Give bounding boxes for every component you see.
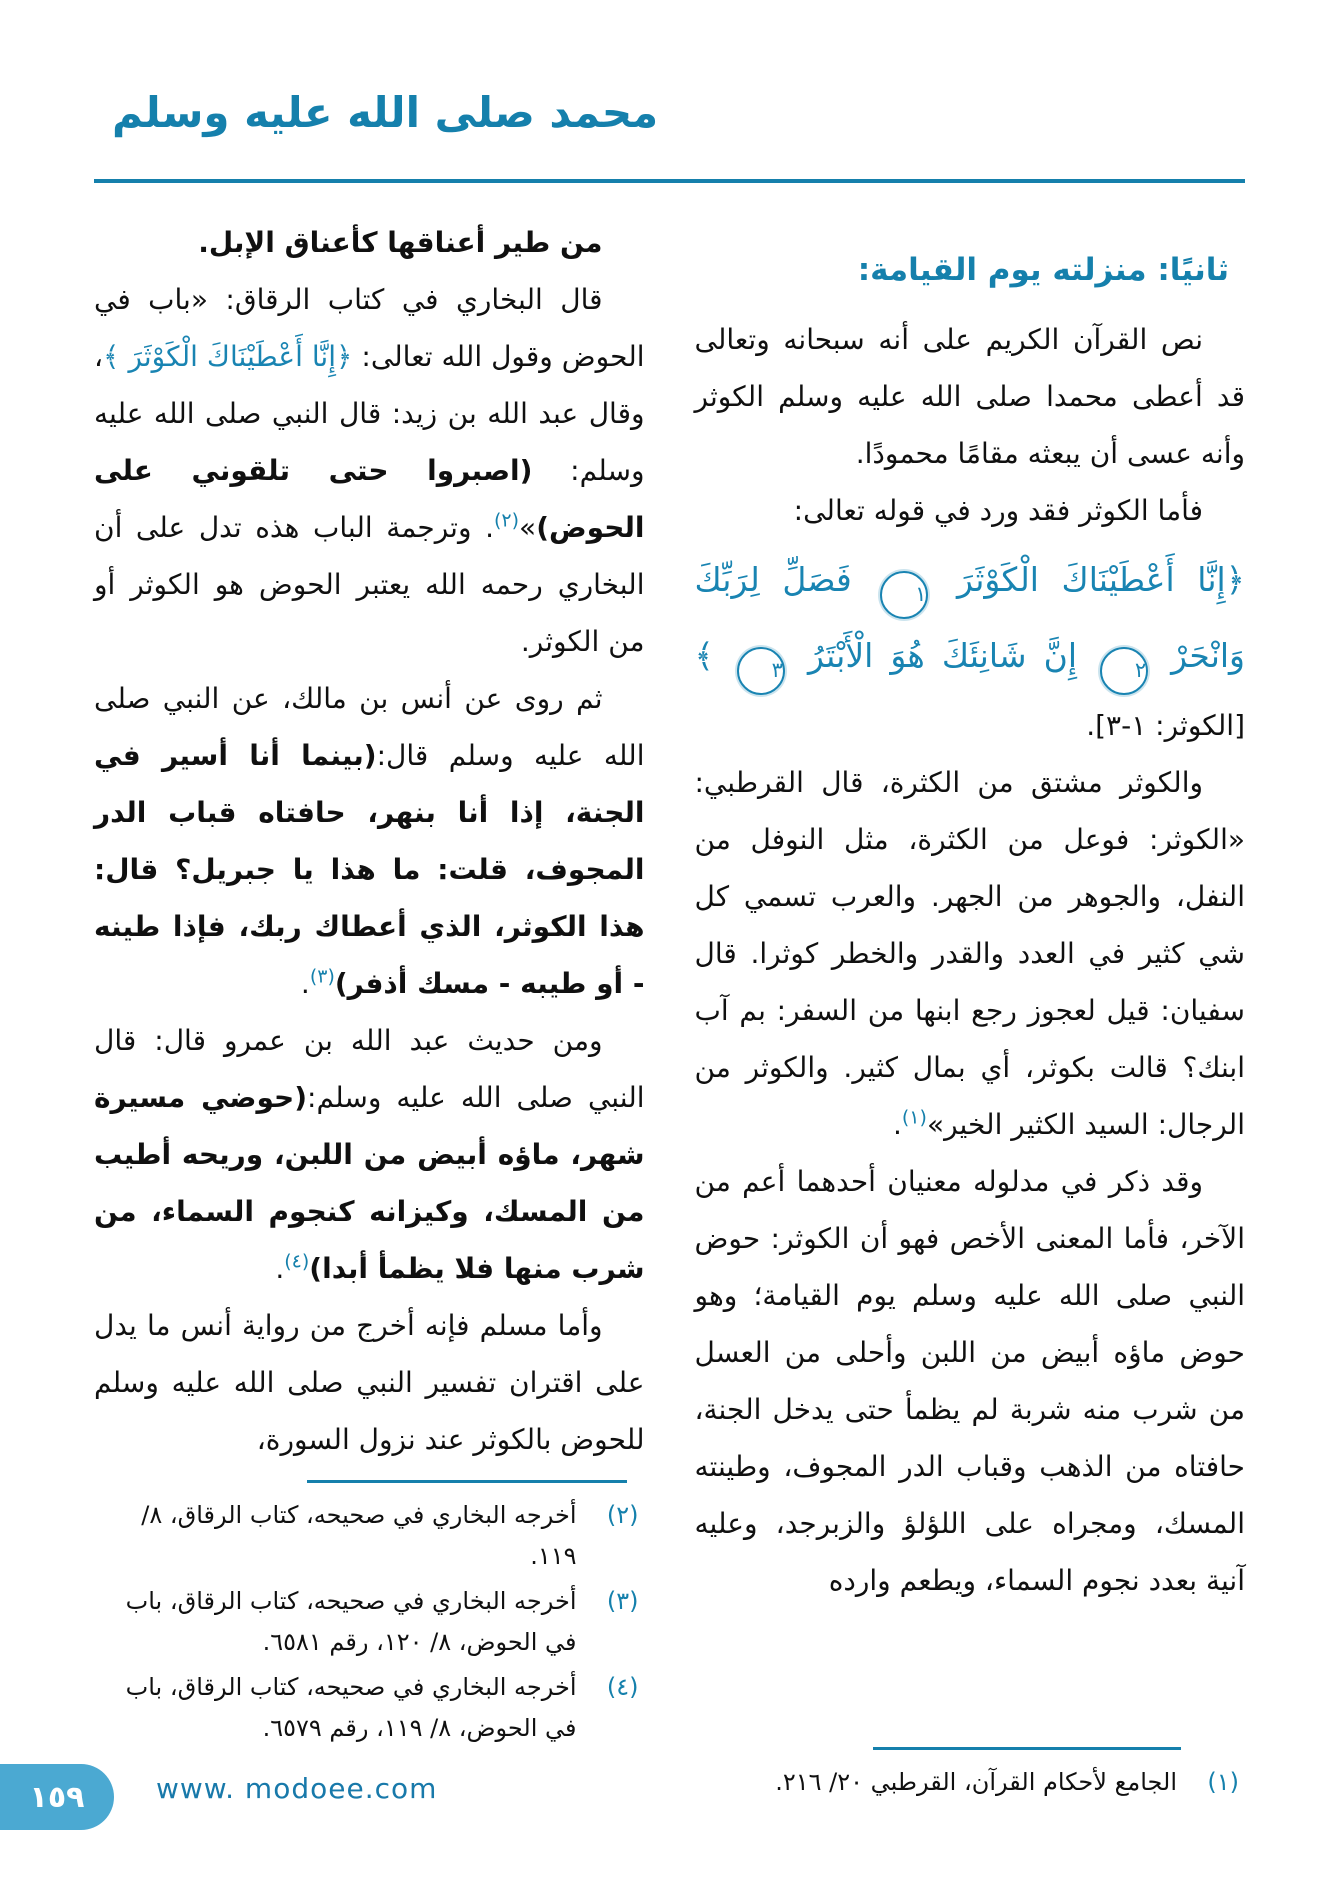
- paragraph: [695, 482, 1246, 539]
- paragraph: [94, 214, 645, 271]
- text-segment: (حوضي مسيرة شهر، ماؤه أبيض من اللبن، وريحه أطيب من المسك، وكيزانه كنجوم السماء، من شرب منها فلا يظمأ أبدا): [94, 1081, 645, 1285]
- ayah-number-medallion: ١: [880, 571, 928, 619]
- footnote-marker: (٣): [309, 965, 335, 988]
- text-segment: »: [519, 511, 537, 544]
- website-url: www. modoee.com: [156, 1772, 438, 1805]
- paragraph: [695, 697, 1246, 754]
- column-right-text: [695, 214, 1246, 1609]
- text-segment: .: [300, 967, 310, 1000]
- prophet-name-calligraphy: محمد صلى الله عليه وسلم: [112, 88, 659, 137]
- footnote: [94, 1667, 645, 1749]
- column-right: [695, 214, 1246, 1807]
- text-segment: فأما الكوثر فقد ورد في قوله تعالى:: [793, 494, 1203, 527]
- paragraph: [695, 754, 1246, 1153]
- footnote-number: (٢): [606, 1501, 639, 1529]
- text-segment: ، وقال عبد الله بن زيد: قال النبي صلى الله عليه وسلم:: [94, 340, 645, 487]
- footnote-number: (٤): [606, 1673, 639, 1701]
- text-segment: (اصبروا حتى تلقوني على الحوض): [94, 454, 645, 544]
- paragraph: [94, 670, 645, 1012]
- footnote-number: (٣): [606, 1587, 639, 1615]
- paragraph: [695, 311, 1246, 482]
- text-segment: من طير أعناقها كأعناق الإبل.: [198, 226, 603, 259]
- quran-verse: [695, 543, 1246, 695]
- text-segment: ﴿إِنَّا أَعْطَيْنَاكَ الْكَوْثَرَ ﴾: [103, 340, 353, 373]
- column-right-footnotes: [695, 1747, 1246, 1807]
- text-segment: [الكوثر: ١-٣].: [1086, 709, 1245, 742]
- header-divider: [94, 179, 1245, 183]
- section-heading: ثانيًا: منزلته يوم القيامة:: [857, 252, 1229, 288]
- paragraph: [695, 1153, 1246, 1609]
- text-segment: وأما مسلم فإنه أخرج من رواية أنس ما يدل على اقتران تفسير النبي صلى الله عليه وسلم للحوض بالكوثر عند نزول السورة،: [94, 1309, 645, 1456]
- text-segment: ﴾: [694, 636, 731, 675]
- text-segment: . وترجمة الباب هذه تدل على أن البخاري رحمه الله يعتبر الحوض هو الكوثر أو من الكوثر.: [94, 511, 645, 658]
- ayah-number-medallion: ٢: [1100, 647, 1148, 695]
- text-segment: ﴿إِنَّا أَعْطَيْنَاكَ الْكَوْثَرَ: [934, 560, 1246, 599]
- page-number-badge: [0, 1764, 114, 1830]
- footnote: [94, 1581, 645, 1663]
- page-number: ١٥٩: [29, 1779, 85, 1815]
- text-segment: وقد ذكر في مدلوله معنيان أحدهما أعم من الآخر، فأما المعنى الأخص فهو أن الكوثر: حوض النبي صلى الله عليه وسلم يوم القيامة؛ وهو حوض ماؤه أبيض من اللبن وأحلى من العسل من شرب منه شربة لم يظمأ حتى يدخل الجنة، حافتاه من الذهب وقباب الدر المجوف، وطينته المسك، ومجراه على اللؤلؤ والزبرجد، وعليه آنية بعدد نجوم السماء، ويطعم وارده: [694, 1165, 1245, 1597]
- text-segment: إِنَّ شَانِئَكَ هُوَ الْأَبْتَرُ: [790, 636, 1095, 675]
- paragraph: [94, 1297, 645, 1468]
- footnote-marker: (٤): [284, 1250, 310, 1273]
- text-segment: .: [275, 1252, 285, 1285]
- footnote-text: أخرجه البخاري في صحيحه، كتاب الرقاق، باب في الحوض، ٨/ ١٢٠، رقم ٦٥٨١.: [125, 1587, 577, 1656]
- column-left: [94, 214, 645, 1807]
- text-segment: ومن حديث عبد الله بن عمرو قال: قال النبي صلى الله عليه وسلم:: [94, 1024, 645, 1114]
- text-segment: فَصَلِّ لِرَبِّكَ وَانْحَرْ: [694, 560, 1245, 675]
- text-segment: ثم روى عن أنس بن مالك، عن النبي صلى الله عليه وسلم قال:: [94, 682, 645, 772]
- paragraph: [94, 271, 645, 670]
- footnote-text: الجامع لأحكام القرآن، القرطبي ٢٠/ ٢١٦.: [775, 1768, 1177, 1796]
- footnote-number: (١): [1207, 1768, 1239, 1796]
- text-segment: والكوثر مشتق من الكثرة، قال القرطبي: «الكوثر: فوعل من الكثرة، مثل النوفل من النفل، والجوهر من الجهر. والعرب تسمي كل شي كثير في العدد والقدر والخطر كوثرا. قال سفيان: قيل لعجوز رجع ابنها من السفر: بم آب ابنك؟ قالت بكوثر، أي بمال كثير. والكوثر من الرجال: السيد الكثير الخير»: [694, 766, 1245, 1141]
- footnote: [94, 1495, 645, 1577]
- footnote: [695, 1762, 1246, 1803]
- text-segment: (بينما أنا أسير في الجنة، إذا أنا بنهر، حافتاه قباب الدر المجوف، قلت: ما هذا يا جبريل؟ قال: هذا الكوثر، الذي أعطاك ربك، فإذا طينه - أو طيبه - مسك أذفر): [94, 739, 645, 1000]
- text-segment: قال البخاري في كتاب الرقاق: «باب في الحوض وقول الله تعالى:: [94, 283, 645, 373]
- footnote-marker: (١): [901, 1106, 927, 1129]
- footnote-marker: (٢): [493, 509, 520, 532]
- footnote-text: أخرجه البخاري في صحيحه، كتاب الرقاق، ٨/ ١١٩.: [141, 1501, 577, 1570]
- text-segment: .: [892, 1108, 902, 1141]
- column-left-footnotes: [94, 1480, 645, 1753]
- ayah-number-medallion: ٣: [737, 647, 785, 695]
- column-left-text: [94, 214, 645, 1468]
- paragraph: [94, 1012, 645, 1297]
- page-body: [94, 214, 1245, 1807]
- text-segment: نص القرآن الكريم على أنه سبحانه وتعالى قد أعطى محمدا صلى الله عليه وسلم الكوثر وأنه عسى أن يبعثه مقامًا محمودًا.: [694, 323, 1245, 470]
- footnote-text: أخرجه البخاري في صحيحه، كتاب الرقاق، باب في الحوض، ٨/ ١١٩، رقم ٦٥٧٩.: [125, 1673, 577, 1742]
